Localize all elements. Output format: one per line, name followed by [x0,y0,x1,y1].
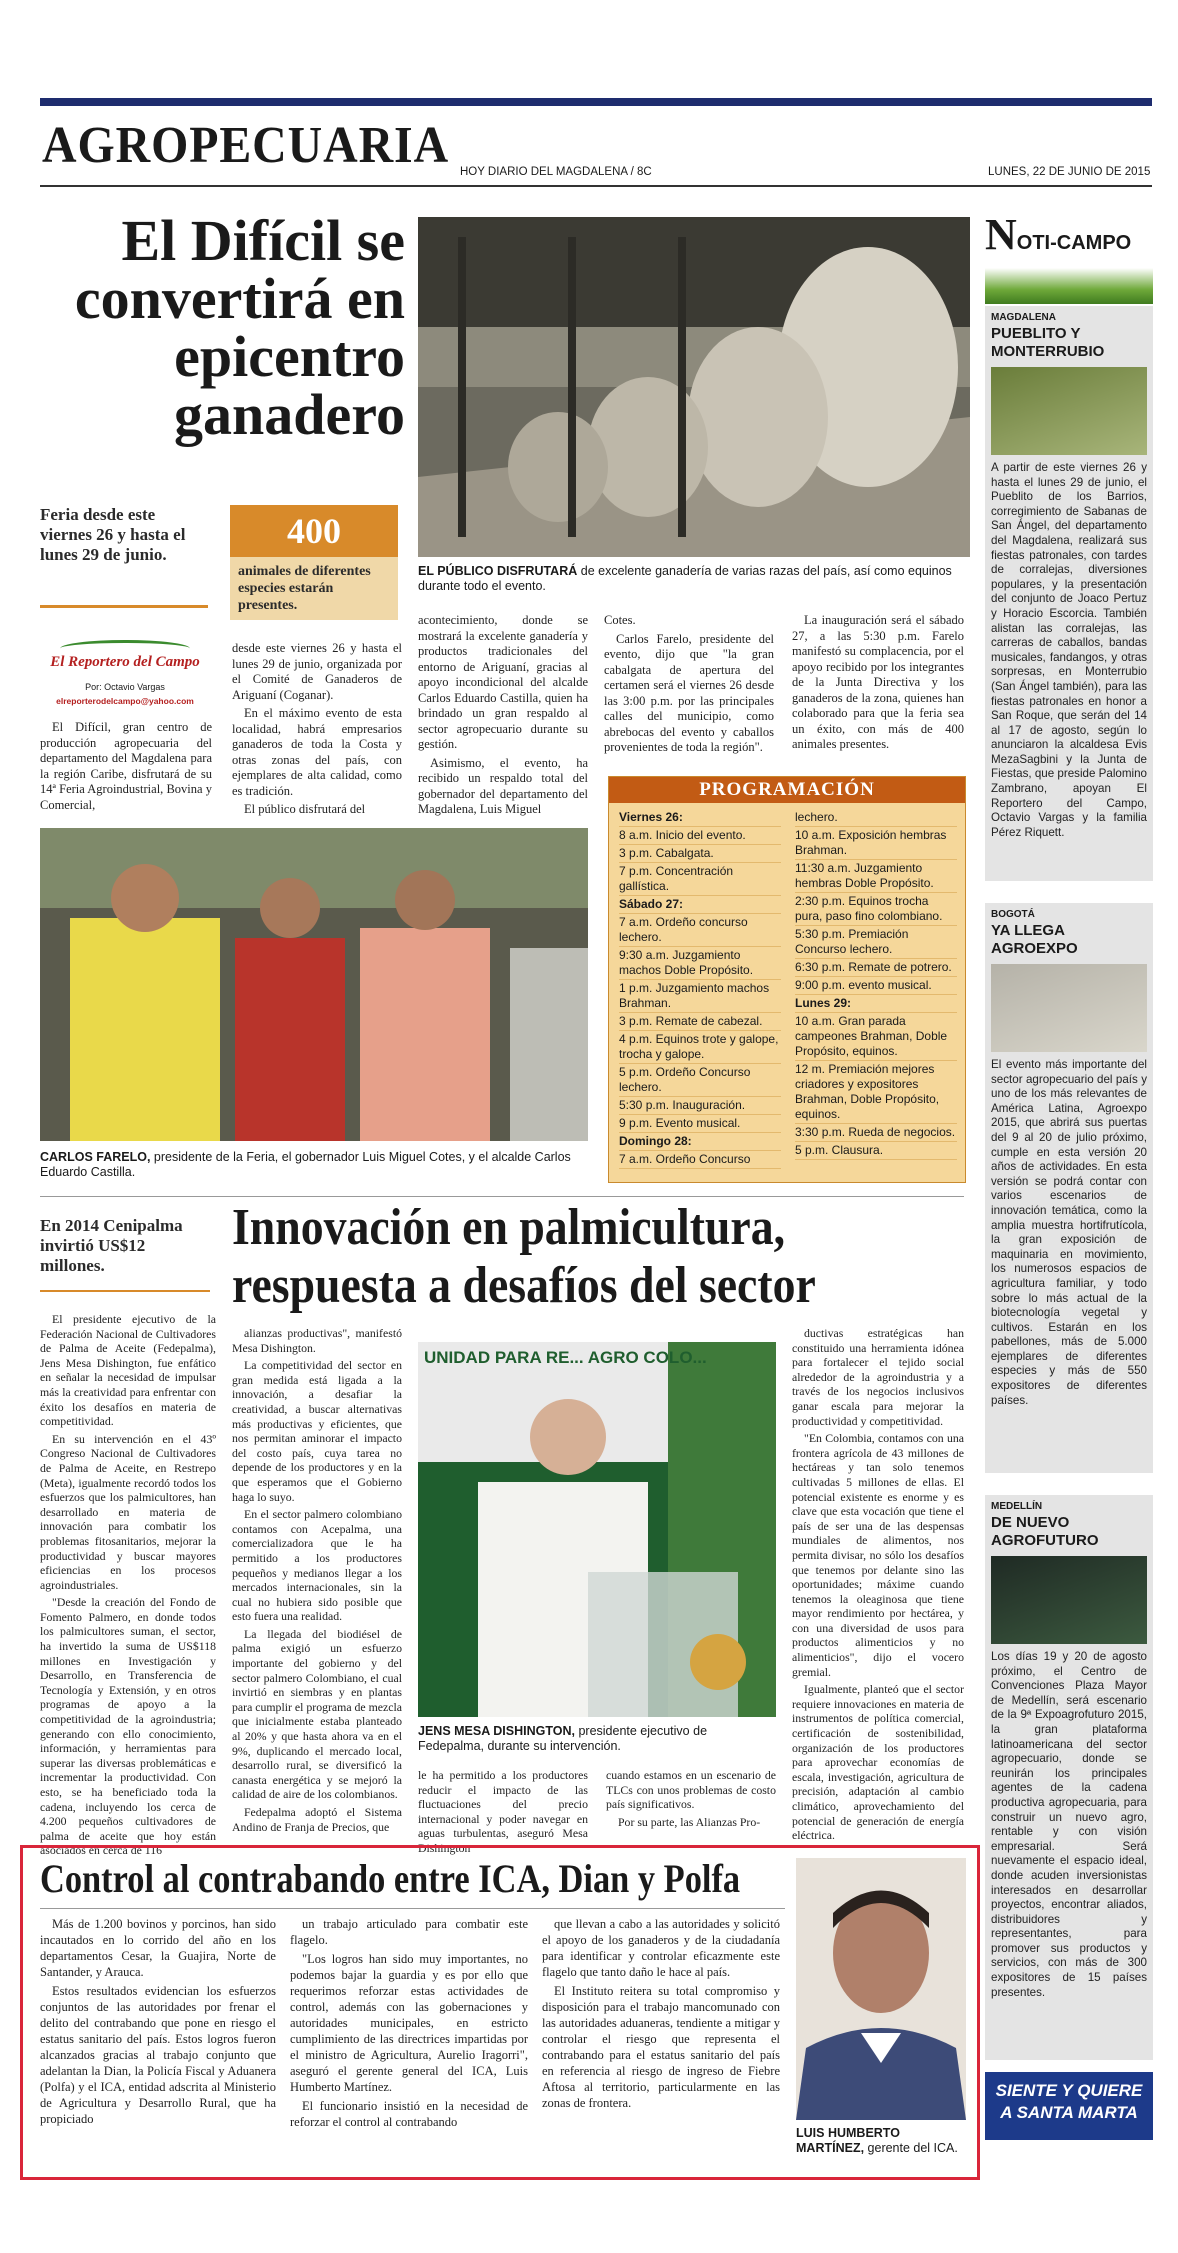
main-col-4-a: Cotes. [604,613,636,627]
ica-manager-photo [796,1858,966,2120]
cattle-photo [418,217,970,557]
main-col-1-text: El Difícil, gran centro de producción agropecuaria del departamento del Magdalena para la región Caribe, disfrutará de su 14ª Feria Agroindustrial, Bovina y Comercial, [40,720,212,812]
deck-rule [40,605,208,608]
speaker-caption-text: presidente ejecutivo de Fedepalma, durante su intervención. [418,1724,708,1753]
palm-col-5 [792,1326,964,1846]
noticampo-title: PUEBLITO Y MONTERRUBIO [991,325,1105,360]
programacion-right-item: 5 p.m. Clausura. [795,1142,957,1160]
programacion-left-item: 8 a.m. Inicio del evento. [619,827,781,845]
programacion-left-item: 4 p.m. Equinos trote y galope, trocha y galope. [619,1031,781,1064]
contraband-col-3-paragraph: que llevan a cabo a las autoridades y solicitó el apoyo de los ganaderos y de la ciudadanía para identificar y controlar eficazmente este flagelo que tanto daño le hace al país. [542,1917,780,1979]
contraband-col-3 [542,1916,780,2114]
main-col-2-c: El público disfrutará del [244,802,366,816]
stat-box [230,505,398,625]
contraband-col-3-paragraph: El Instituto reitera su total compromiso y disposición para el trabajo mancomunado con las autoridades aduaneras, tendiente a mitigar y controlar el riesgo que representa el contrabando para el estatus sanitario del país en referencia al riesgo de ingreso de Fiebre Aftosa al territorio, particularmente en las zonas de frontera. [542,1984,780,2110]
palm-col-1 [40,1312,216,1861]
programacion-left-item: 5:30 p.m. Inauguración. [619,1097,781,1115]
contraband-col-1-paragraph: Estos resultados evidencian los esfuerzos conjuntos de las autoridades por frenar el delito del contrabando que pone en riesgo el estatus sanitario del país. Estos logros fueron alcanzados gracias al trabajo conjunto que adelantan la Dian, la Policía Fiscal y Aduanera (Polfa) y el ICA, entidad adscrita al Ministerio de Agricultura y Desarrollo Rural, que ha propiciado [40,1984,276,2126]
programacion-left-item: 9:30 a.m. Juzgamiento machos Doble Propósito. [619,947,781,980]
ad-line-1: SIENTE Y QUIERE [995,2081,1143,2100]
reportero-logo [50,640,200,715]
programacion-left-item: 3 p.m. Cabalgata. [619,845,781,863]
palm-deck-rule [40,1290,210,1292]
issue-date: LUNES, 22 DE JUNIO DE 2015 [988,166,1151,178]
speaker-banner-text: UNIDAD PARA RE... AGRO COLO... [424,1348,707,1367]
noticampo-photo [991,964,1147,1052]
palm-col-2-paragraph: La llegada del biodiésel de palma exigió un esfuerzo importante del gobierno y del sector palmero Colombiano, el cual invirtió en siembras y en plantas para cumplir el programa de mezcla que inicialmente estaba planteado al 20% y que hasta ahora va en el 9%, duplicando el mercado local, desarrollo rural, se diversificó la canasta energética y se mejoró la calidad de aire de los colombianos. [232,1626,402,1802]
contraband-col-1-paragraph: Más de 1.200 bovinos y porcinos, han sido incautados en lo corrido del año en los departamentos Cesar, la Guajira, Norte de Santander, y Arauca. [40,1917,276,1979]
noticampo-title-rest: OTI-CAMPO [1016,232,1132,254]
stat-text: animales de diferentes especies estarán presentes. [230,557,398,620]
contraband-col-2-paragraph: un trabajo articulado para combatir este flagelo. [290,1917,528,1947]
palm-col-5-paragraph: Igualmente, planteó que el sector requiere innovaciones en materia de instrumentos de política comercial, certificación de sostenibilidad, organización de los productores para aprovechar economías de escala, investigación, agricultura de precisión, adaptación al cambio climático, aprovechamiento del potencial de generación de energía eléctrica. [792,1682,964,1843]
contraband-rule [40,1908,785,1909]
programacion-left-item: 7 a.m. Ordeño Concurso [619,1151,781,1169]
noticampo-title: YA LLEGA AGROEXPO [991,922,1078,957]
paper-folio: HOY DIARIO DEL MAGDALENA / 8C [460,166,652,178]
palm-deck: En 2014 Cenipalma invirtió US$12 millones. [40,1216,183,1275]
main-col-3-a: acontecimiento, donde se mostrará la excelente ganadería y productos tradicionales del entorno de Ariguaní, gracias al apoyo incondicional del alcalde Carlos Eduardo Castilla, quien ha brindado un gran respaldo al sector agropecuario durante su gestión. [418,613,588,751]
noticampo-text: Los días 19 y 20 de agosto próximo, el Centro de Convenciones Plaza Mayor de Medellín, será escenario de la 9ª Expoagrofuturo 2015, la gran plataforma latinoamericana del sector agropecuario, donde se reunirán los principales agentes de la cadena productiva agropecuaria, para construir un nuevo agro, rentable y con visión empresarial. Será nuevamente el espacio ideal, donde acuden inversionistas interesados en desarrollar proyectos, encontrar aliados, distribuidores y representantes, para promover sus productos y servicios, con más de 300 expositores de 15 países presentes. [991,1650,1147,1999]
palm-col-4-text: cuando estamos en un escenario de TLCs con unos problemas de costo país significativos. [606,1768,776,1812]
noticampo-grass [985,268,1153,304]
palm-headline-2: respuesta a desafíos del sector [232,1257,816,1314]
palm-col-2-paragraph: En el sector palmero colombiano contamos con Acepalma, una comercializadora que le ha permitido a los productores pequeños y medianos llegar a los mercados internacionales, sin la cual no hubiera sido posible que esto fuera una realidad. [232,1507,402,1624]
cattle-photo-caption [418,564,970,594]
palm-col-3-text: le ha permitido a los productores reducir el impacto de las fluctuaciones del precio internacional y poder navegar en aguas turbulentas, aseguró Mesa Dishington [418,1768,588,1855]
programacion-right-item: Lunes 29: [795,995,957,1013]
noticampo-title: DE NUEVO AGROFUTURO [991,1514,1099,1549]
main-col-4 [604,613,774,759]
programacion-title: PROGRAMACIÓN [609,777,965,803]
noticampo-text: El evento más importante del sector agropecuario del país y uno de los más relevantes de América Latina, Agroexpo 2015, que abrirá sus puertas del 9 al 20 de julio próximo, cumple en esta versión 20 años de actividades. En esta versión se podrá contar con varios escenarios de innovación temática, como la amplia muestra hortifrutícola, la gran exposición de maquinaria en movimiento, los numerosos espacios de agricultura familiar, y todo sobre lo más actual de la biotecnología vegetal y cultivos. Estarán en los pabellones, más de 5.000 ejemplares de diferentes especies y más de 550 expositores de diferentes países. [991,1058,1147,1407]
main-col-2-b: En el máximo evento de esta localidad, habrá empresarios ganaderos de toda la Costa y otras zonas del país, con ejemplares de alta calidad, como es tradición. [232,706,402,798]
speaker-photo [418,1342,776,1717]
programacion-left-item: 9 p.m. Evento musical. [619,1115,781,1133]
officials-caption-text: presidente de la Feria, el gobernador Luis Miguel Cotes, y el alcalde Carlos Eduardo Castilla. [40,1150,571,1179]
main-col-1 [40,720,212,816]
programacion-left-item: 1 p.m. Juzgamiento machos Brahman. [619,980,781,1013]
cattle-caption-bold: EL PÚBLICO DISFRUTARÁ [418,564,578,578]
programacion-right-item: 2:30 p.m. Equinos trocha pura, paso fino colombiano. [795,893,957,926]
programacion-right-item: 10 a.m. Exposición hembras Brahman. [795,827,957,860]
cattle-caption-text: de excelente ganadería de varias razas del país, así como equinos durante todo el evento. [418,564,952,593]
noticampo-photo [991,1556,1147,1644]
palm-col-5-paragraph: "En Colombia, contamos con una frontera agrícola de 43 millones de hectáreas y tan solo tenemos cultivadas 5 millones de ellas. El potencial existente es enorme y es clave que esta vocación que tiene el país de ser una de las despensas mundiales de alimentos, nos permita divisar, no sólo los desafíos que tenemos por delante sino las oportunidades; máxime cuando tenemos la oleaginosa que tiene mayor rendimiento por hectárea, y con una diversidad de usos para productos alimenticios y no alimenticios", dijo el vocero gremial. [792,1431,964,1679]
noticampo-photo [991,367,1147,455]
programacion-left-item: 7 p.m. Concentración gallística. [619,863,781,896]
palm-col-2-paragraph: La competitividad del sector en gran medida está ligada a la innovación, a desafiar la creatividad, a buscar alternativas más productivas y eficientes, que nos permitan aminorar el impacto del costo país, cuya tarea no depende de los productores y en la que esperamos que el Gobierno haga lo suyo. [232,1358,402,1504]
programacion-right-item: 12 m. Premiación mejores criadores y expositores Brahman, Doble Propósito, equinos. [795,1061,957,1124]
main-col-5-a: La inauguración será el sábado 27, a las 5:30 p.m. Farelo manifestó su complacencia, por el apoyo recibido por los integrantes de la Junta Directiva y los ganaderos de la zona, quienes han colaborado para que la feria sea un éxito, con más de 400 animales presentes. [792,613,964,751]
noticampo-item-1 [985,306,1153,881]
noticampo-text: A partir de este viernes 26 y hasta el lunes 29 de junio, el Pueblito de los Barrios, corregimiento de Sabanas de San Ángel, del departamento del Magdalena, realizará sus fiestas patronales, con tardes de corralejas, diversiones populares, y la presentación del conjunto de Joaco Pertuz y Horacio Escorcia. También alistan las corralejas, las carreras de caballos, bandas musicales, fandangos, y otras sorpresas, en Monterrubio (San Ángel también), para las fiestas patronales en honor a San Roque, que serán del 14 al 17 de agosto, según lo anunciaron la alcaldesa Evis MezaSagbini y la Junta de Fiestas, que preside Palomino Zambrano, apoyan El Reportero del Campo, Octavio Vargas y la familia Pérez Riquett. [991,461,1147,839]
programacion-right-item: 11:30 a.m. Juzgamiento hembras Doble Propósito. [795,860,957,893]
palm-col-1-paragraph: "Desde la creación del Fondo de Fomento Palmero, en donde todos los palmicultores suman, el sector, ha invertido la suma de US$118 millones en Investigación y Desarrollo, en Transferencia de Tecnología y Extensión, y en otros programas de apoyo a la competitividad de la agroindustria; generando con ello conocimiento, información, y herramientas para superar las diversas problemáticas e incrementar la productividad. Con esto, se ha beneficiado toda la cadena, incluyendo los cerca de 4.200 pequeños cultivadores de palma de aceite que hoy están asociados en cerca de 116 [40,1595,216,1858]
officials-caption-bold: CARLOS FARELO, [40,1150,151,1164]
noticampo-place: MAGDALENA [991,312,1056,323]
officials-photo-caption [40,1150,588,1180]
ica-manager-caption [796,2126,966,2156]
contraband-col-1 [40,1916,276,2130]
ica-caption-bold: LUIS HUMBERTO MARTÍNEZ, [796,2126,900,2155]
programacion-right-item: lechero. [795,809,957,827]
header-rule [40,185,1152,187]
contraband-headline: Control al contrabando entre ICA, Dian y Polfa [40,1856,741,1901]
palm-col-5-paragraph: ductivas estratégicas han constituido una herramienta idónea para fortalecer el tejido social alrededor de la agroindustria y a través de los negocios inclusivos ganar escala para mejorar la productividad y competitividad. [792,1326,964,1428]
section-title: AGROPECUARIA [42,117,450,174]
programacion-left-col [619,809,781,1169]
top-rule [40,98,1152,106]
noticampo-place: BOGOTÁ [991,909,1035,920]
programacion-box [608,776,966,1183]
main-headline: El Difícil se convertirá en epicentro ganadero [74,208,405,447]
logo-email: elreporterodelcampo@yahoo.com [56,696,194,706]
main-col-4-b: Carlos Farelo, presidente del evento, dijo que "la gran cabalgata de apertura del certamen será el viernes 26 desde las 3:00 p.m. por las principales calles del municipio, como abrebocas del evento y caballos provenientes de toda la región". [604,631,774,754]
noticampo-item-2 [985,903,1153,1473]
main-col-3 [418,613,588,821]
main-col-2-a: desde este viernes 26 y hasta el lunes 29 de junio, organizada por el Comité de Ganaderos de Ariguaní (Coganar). [232,641,402,702]
santa-marta-ad [985,2072,1153,2140]
noticampo-header [985,210,1153,270]
palm-col-4-b: Por su parte, las Alianzas Pro- [618,1814,761,1829]
programacion-left-item: Sábado 27: [619,896,781,914]
speaker-caption-bold: JENS MESA DISHINGTON, [418,1724,575,1738]
programacion-right-item: 3:30 p.m. Rueda de negocios. [795,1124,957,1142]
logo-author: Por: Octavio Vargas [85,682,165,692]
main-deck: Feria desde este viernes 26 y hasta el lunes 29 de junio. [40,505,186,564]
officials-photo [40,828,588,1141]
main-col-3-b: Asimismo, el evento, ha recibido un respaldo total del gobernador del departamento del Magdalena, Luis Miguel [418,755,588,816]
programacion-right-item: 5:30 p.m. Premiación Concurso lechero. [795,926,957,959]
noticampo-title-n: N [985,210,1017,259]
programacion-left-item: 3 p.m. Remate de cabezal. [619,1013,781,1031]
palm-col-1-paragraph: En su intervención en el 43º Congreso Nacional de Cultivadores de Palma de Aceite, en Restrepo (Meta), igualmente recordó todos los esfuerzos que los palmicultores, han desarrollado en materia de innovación para combatir los problemas fitosanitarios, mejorar la productividad y buscar mayores eficiencias en los procesos agroindustriales. [40,1431,216,1592]
noticampo-place: MEDELLÍN [991,1501,1043,1512]
main-col-2 [232,641,402,821]
programacion-left-item: Viernes 26: [619,809,781,827]
stat-number: 400 [230,505,398,557]
ad-line-2: A SANTA MARTA [1000,2103,1138,2122]
programacion-left-item: Domingo 28: [619,1133,781,1151]
palm-col-2 [232,1326,402,1837]
programacion-left-item: 7 a.m. Ordeño concurso lechero. [619,914,781,947]
palm-col-2-paragraph: alianzas productivas", manifestó Mesa Dishington. [232,1326,402,1355]
programacion-left-item: 5 p.m. Ordeño Concurso lechero. [619,1064,781,1097]
programacion-right-item: 9:00 p.m. evento musical. [795,977,957,995]
programacion-right-col [795,809,957,1160]
speaker-photo-caption [418,1724,776,1754]
programacion-right-item: 6:30 p.m. Remate de potrero. [795,959,957,977]
programacion-right-item: 10 a.m. Gran parada campeones Brahman, Doble Propósito, equinos. [795,1013,957,1061]
palm-col-2-paragraph: Fedepalma adoptó el Sistema Andino de Franja de Precios, que [232,1805,402,1834]
palm-top-rule [40,1196,964,1197]
palm-col-1-paragraph: El presidente ejecutivo de la Federación Nacional de Cultivadores de Palma de Aceite (Fedepalma), Jens Mesa Dishington, fue enfático en señalar la necesidad de impulsar más la creatividad para enfrentar con éxito los desafíos en materia de competitividad. [40,1312,216,1429]
ica-caption-text: gerente del ICA. [864,2141,958,2155]
main-col-5 [792,613,964,756]
contraband-col-2-paragraph: "Los logros han sido muy importantes, no podemos bajar la guardia y es por ello que requerimos reforzar estas actividades de control, además con las gobernaciones y autoridades municipales, en estricto cumplimiento de las directrices impartidas por el ministro de Agricultura, Aurelio Iragorri", aseguró el gerente general del ICA, Luis Humberto Martínez. [290,1952,528,2094]
noticampo-item-3 [985,1495,1153,2060]
contraband-col-2-paragraph: El funcionario insistió en la necesidad de reforzar el control al contrabando [290,2099,528,2129]
palm-col-4 [606,1768,776,1832]
contraband-col-2 [290,1916,528,2133]
palm-headline-1: Innovación en palmicultura, [232,1199,786,1256]
logo-name: El Reportero del Campo [50,654,200,670]
